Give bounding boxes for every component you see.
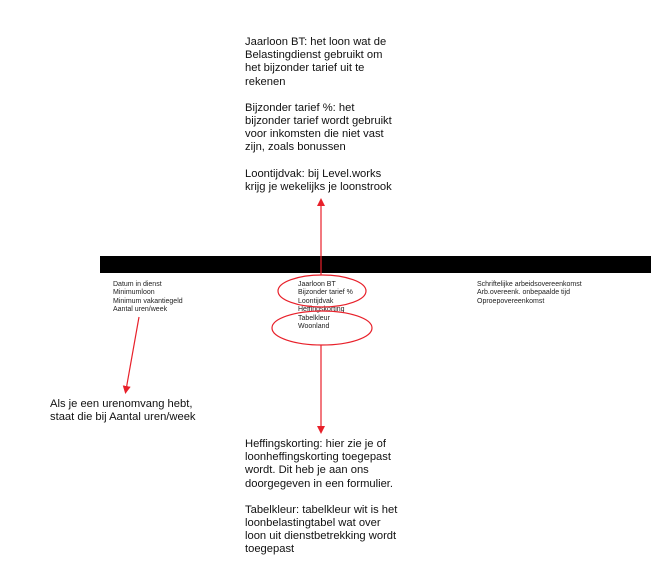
note-tabelkleur: Tabelkleur: tabelkleur wit is het loonbelastingtabel wat over loon uit dienstbetrekking wordt toegepast <box>245 503 398 556</box>
field-schriftelijke-arbeidsovereenkomst: Schriftelijke arbeidsovereenkomst <box>477 281 582 288</box>
note-heffingskorting: Heffingskorting: hier zie je of loonheffingskorting toegepast wordt. Dit heb je aan ons doorgegeven in een formulier. <box>245 438 394 490</box>
payslip-column-3 <box>477 281 582 306</box>
field-minimum-vakantiegeld: Minimum vakantiegeld <box>113 297 183 305</box>
field-loontijdvak: Loontijdvak <box>298 297 334 305</box>
field-minimumloon: Minimumloon <box>113 289 155 297</box>
payslip-header-bar <box>100 256 651 273</box>
annotation-bottom <box>245 438 425 557</box>
note-jaarloon-bt: Jaarloon BT: het loon wat de Belastingdienst gebruikt om het bijzonder tarief uit te rekenen <box>245 36 387 88</box>
field-aantal-uren-week: Aantal uren/week <box>113 306 168 314</box>
note-bijzonder-tarief: Bijzonder tarief %: het bijzonder tarief wordt gebruikt voor inkomsten die niet vast zijn, zoals bonussen <box>245 101 392 154</box>
note-urenomvang: Als je een urenomvang hebt, staat die bij Aantal uren/week <box>50 398 196 424</box>
annotation-left <box>50 398 230 424</box>
arrow-left <box>126 317 139 390</box>
annotation-top <box>245 36 420 194</box>
field-datum-in-dienst: Datum in dienst <box>113 281 162 288</box>
field-tabelkleur: Tabelkleur <box>298 314 330 322</box>
field-heffingskorting: Heffingskorting <box>298 306 345 314</box>
field-bijzonder-tarief: Bijzonder tarief % <box>298 289 353 297</box>
field-arb-overeenk-onbepaalde-tijd: Arb.overeenk. onbepaalde tijd <box>477 289 571 297</box>
field-oproepovereenkomst: Oproepovereenkomst <box>477 297 545 305</box>
payslip-column-2 <box>298 281 353 331</box>
payslip-column-1 <box>113 281 183 315</box>
field-woonland: Woonland <box>298 323 330 331</box>
field-jaarloon-bt: Jaarloon BT <box>298 281 336 288</box>
note-loontijdvak: Loontijdvak: bij Level.works krijg je wekelijks je loonstrook <box>245 167 392 193</box>
